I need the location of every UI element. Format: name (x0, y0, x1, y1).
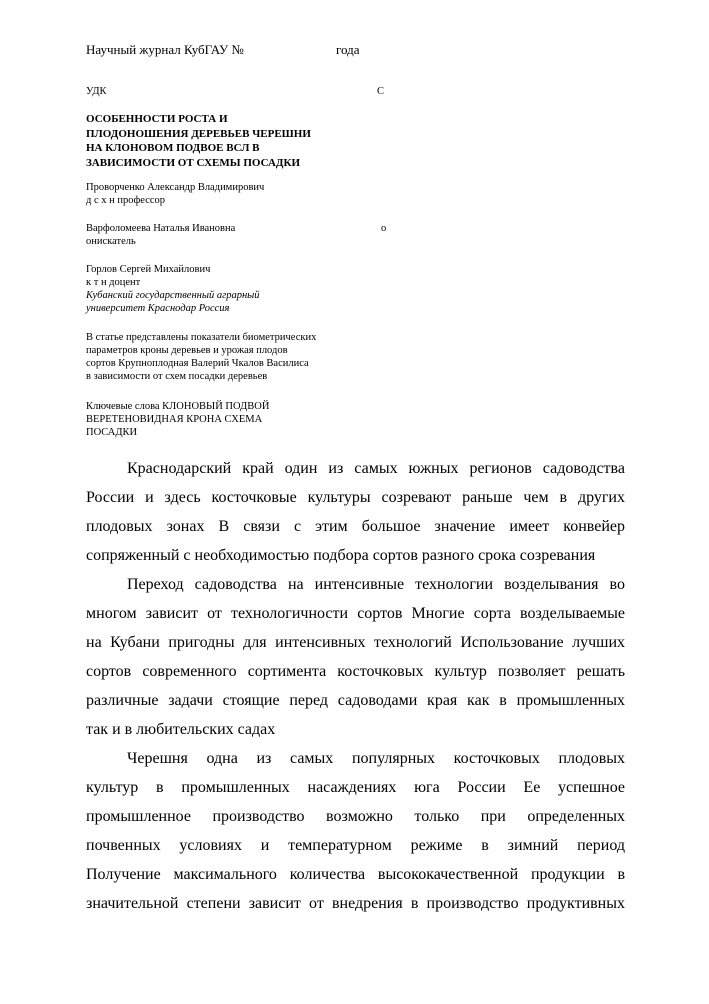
title-line: ОСОБЕННОСТИ РОСТА И (86, 113, 228, 125)
body-line: значительной степени зависит от внедрения в производство продуктивных (86, 895, 625, 912)
affiliation-line: Кубанский государственный аграрный (86, 290, 260, 301)
article-title (86, 112, 311, 170)
author-1 (86, 181, 264, 207)
author-name: Проворченко Александр Владимирович (86, 182, 265, 193)
keywords-line: Ключевые слова КЛОНОВЫЙ ПОДВОЙ (86, 401, 270, 412)
body-line: различные задачи стоящие перед садоводами края как в промышленных (86, 692, 625, 709)
udk-code: С (377, 86, 385, 97)
keywords (86, 400, 269, 439)
author-2 (86, 222, 235, 248)
abstract (86, 331, 316, 383)
body-line: сопряженный с необходимостью подбора сортов разного срока созревания (86, 547, 596, 564)
body-line: Получение максимального количества высококачественной продукции в (86, 866, 625, 883)
body-line: Краснодарский край один из самых южных регионов садоводства (127, 460, 625, 477)
body-line: культур в промышленных насаждениях юга России Ее успешное (86, 779, 625, 796)
title-line: ЗАВИСИМОСТИ ОТ СХЕМЫ ПОСАДКИ (86, 156, 301, 169)
author-degree: онискатель (86, 236, 136, 247)
body-line: Переход садоводства на интенсивные технологии возделывания во (127, 576, 625, 593)
body-line: так и в любительских садах (86, 721, 276, 738)
body-line: России и здесь косточковые культуры созревают раньше чем в других (86, 489, 625, 506)
keywords-line: ВЕРЕТЕНОВИДНАЯ КРОНА СХЕМА (86, 414, 263, 425)
keywords-line: ПОСАДКИ (86, 427, 138, 438)
journal-header: Научный журнал КубГАУ № (86, 42, 244, 57)
udk-label: УДК (86, 86, 107, 97)
affiliation-line: университет Краснодар Россия (86, 303, 230, 314)
author-degree: к т н доцент (86, 277, 141, 288)
author-name: Варфоломеева Наталья Ивановна (86, 223, 236, 234)
body-line: Черешня одна из самых популярных косточковых плодовых (127, 750, 625, 767)
author-3 (86, 263, 260, 315)
title-line: НА КЛОНОВОМ ПОДВОЕ ВСЛ В (86, 142, 260, 154)
journal-year: года (336, 42, 360, 57)
abstract-line: В статье представлены показатели биометрических (86, 332, 317, 343)
abstract-line: параметров кроны деревьев и урожая плодов (86, 345, 288, 356)
title-line: ПЛОДОНОШЕНИЯ ДЕРЕВЬЕВ ЧЕРЕШНИ (86, 127, 311, 140)
body-line: многом зависит от технологичности сортов Многие сорта возделываемые (86, 605, 625, 622)
body-line: плодовых зонах В связи с этим большое значение имеет конвейер (86, 518, 625, 535)
author-degree: д с х н профессор (86, 195, 166, 206)
body-line: сортов современного сортимента косточковых культур позволяет решать (86, 663, 625, 680)
body-line: на Кубани пригодны для интенсивных технологий Использование лучших (86, 634, 625, 651)
author-name: Горлов Сергей Михайлович (86, 264, 211, 275)
body-line: промышленное производство возможно только при определенных (86, 808, 625, 825)
abstract-line: сортов Крупноплодная Валерий Чкалов Василиса (86, 358, 309, 369)
body-line: почвенных условиях и температурном режиме в зимний период (86, 837, 625, 854)
author-2-mark: о (381, 223, 387, 234)
abstract-line: в зависимости от схем посадки деревьев (86, 371, 268, 382)
